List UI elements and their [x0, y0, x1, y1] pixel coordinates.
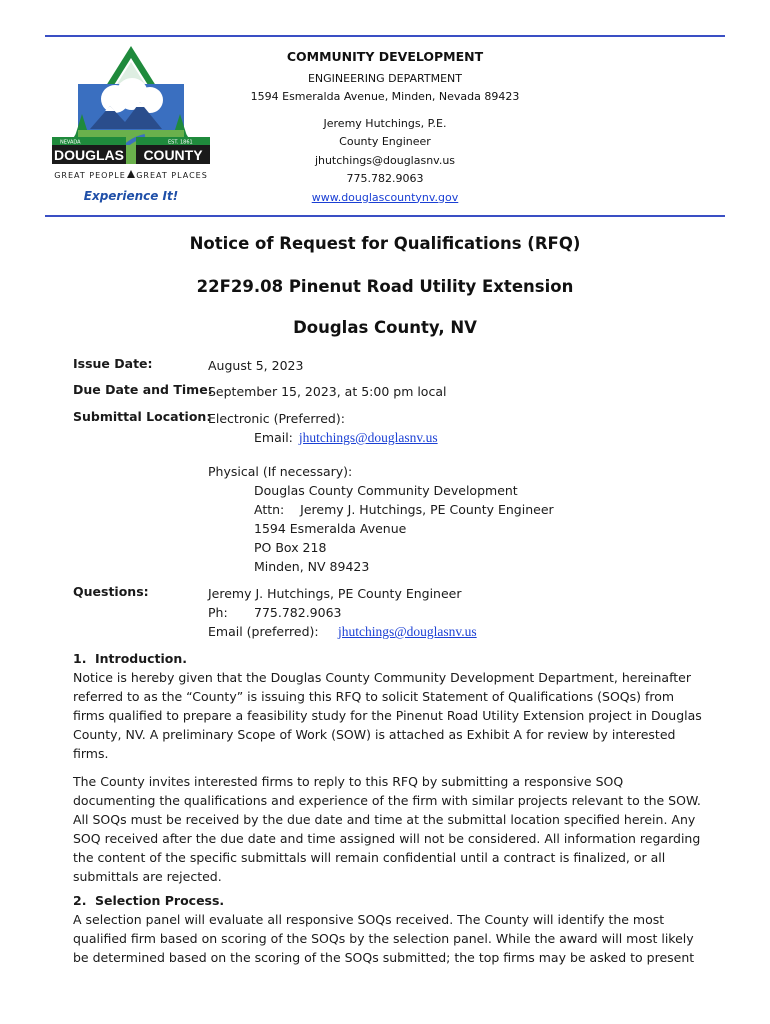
issue-date-label: Issue Date:: [73, 356, 153, 371]
physical-label: Physical (If necessary):: [208, 464, 353, 479]
website-link[interactable]: www.douglascountynv.gov: [311, 190, 459, 204]
physical-line: PO Box 218: [254, 540, 327, 555]
douglas-county-logo: [50, 44, 212, 212]
paragraph: The County invites interested firms to reply to this RFQ by submitting a responsive SOQ documenting the qualifications and experience of the firm with similar projects relevant to the SOW. All SOQs must be received by the due date and time at the submittal location specified herein. Any SOQ received after the due date and time assigned will not be considered. All information regarding the content of the specific submittals will remain confidential until a contract is finalized, or all submittals are rejected.: [73, 773, 701, 885]
questions-email-line: [208, 622, 477, 641]
physical-line: Minden, NV 89423: [254, 559, 370, 574]
logo-tagline-right: GREAT PLACES: [136, 171, 208, 180]
section-selection-process: [73, 891, 703, 967]
section-title: Selection Process.: [95, 893, 225, 908]
submittal-email-link[interactable]: jhutchings@douglasnv.us: [298, 430, 438, 445]
due-date-label: Due Date and Time:: [73, 382, 213, 397]
subdepartment: ENGINEERING DEPARTMENT: [307, 71, 463, 85]
phone-label: Ph:: [208, 605, 228, 620]
contact-name: Jeremy Hutchings, P.E.: [323, 116, 447, 130]
questions-email-link[interactable]: jhutchings@douglasnv.us: [338, 624, 477, 639]
questions-contact: Jeremy J. Hutchings, PE County Engineer: [208, 586, 462, 601]
notice-title: Notice of Request for Qualifications (RFQ): [189, 234, 581, 253]
location-title: Douglas County, NV: [293, 318, 477, 337]
electronic-label: Electronic (Preferred):: [208, 411, 345, 426]
section-introduction: [73, 649, 703, 886]
letterhead: [240, 48, 530, 207]
section-heading: [73, 649, 703, 668]
logo-state-text: NEVADA: [60, 139, 81, 146]
contact-title: County Engineer: [339, 135, 431, 148]
physical-line: Attn: Jeremy J. Hutchings, PE County Engineer: [254, 502, 554, 517]
section-heading: [73, 891, 703, 910]
logo-tagline-left: GREAT PEOPLE: [54, 171, 126, 180]
questions-label: Questions:: [73, 584, 149, 599]
contact-phone: 775.782.9063: [346, 172, 424, 185]
submittal-location-label: Submittal Location:: [73, 409, 212, 424]
physical-line: 1594 Esmeralda Avenue: [254, 521, 407, 536]
issue-date-value: August 5, 2023: [208, 358, 304, 373]
logo-est-text: EST. 1861: [168, 139, 193, 146]
physical-line: Douglas County Community Development: [254, 483, 518, 498]
paragraph: A selection panel will evaluate all responsive SOQs received. The County will identify the most qualified firm based on scoring of the SOQs by the selection panel. While the award will most likely be determined based on the scoring of the SOQs submitted; the top firms may be asked to present: [73, 912, 695, 966]
questions-phone-line: [208, 603, 477, 622]
logo-douglas-text: DOUGLAS: [54, 147, 124, 163]
phone-value: 775.782.9063: [254, 605, 342, 620]
project-title: 22F29.08 Pinenut Road Utility Extension: [196, 277, 574, 296]
email-label: Email:: [254, 430, 293, 445]
logo-county-text: COUNTY: [143, 147, 203, 163]
paragraph: Notice is hereby given that the Douglas County Community Development Department, hereinafter referred to as the “County” is issuing this RFQ to solicit Statement of Qualifications (SOQs) from firms qualified to prepare a feasibility study for the Pinenut Road Utility Extension project in Douglas County, NV. A preliminary Scope of Work (SOW) is attached as Exhibit A for review by interested firms.: [73, 670, 702, 762]
email-line: [208, 428, 438, 447]
department-title: COMMUNITY DEVELOPMENT: [286, 49, 484, 64]
contact-email: jhutchings@douglasnv.us: [314, 153, 456, 167]
questions-block: [208, 584, 477, 641]
due-date-value: September 15, 2023, at 5:00 pm local: [208, 384, 447, 399]
logo-slogan: Experience It!: [83, 189, 179, 203]
section-number: 1.: [73, 651, 87, 666]
header-bottom-rule: [45, 215, 725, 217]
header-top-rule: [45, 35, 725, 37]
address: 1594 Esmeralda Avenue, Minden, Nevada 89423: [250, 90, 520, 103]
physical-block: [208, 462, 554, 576]
section-number: 2.: [73, 893, 87, 908]
submittal-location-block: [208, 409, 438, 447]
section-title: Introduction.: [95, 651, 188, 666]
questions-email-label: Email (preferred):: [208, 624, 319, 639]
